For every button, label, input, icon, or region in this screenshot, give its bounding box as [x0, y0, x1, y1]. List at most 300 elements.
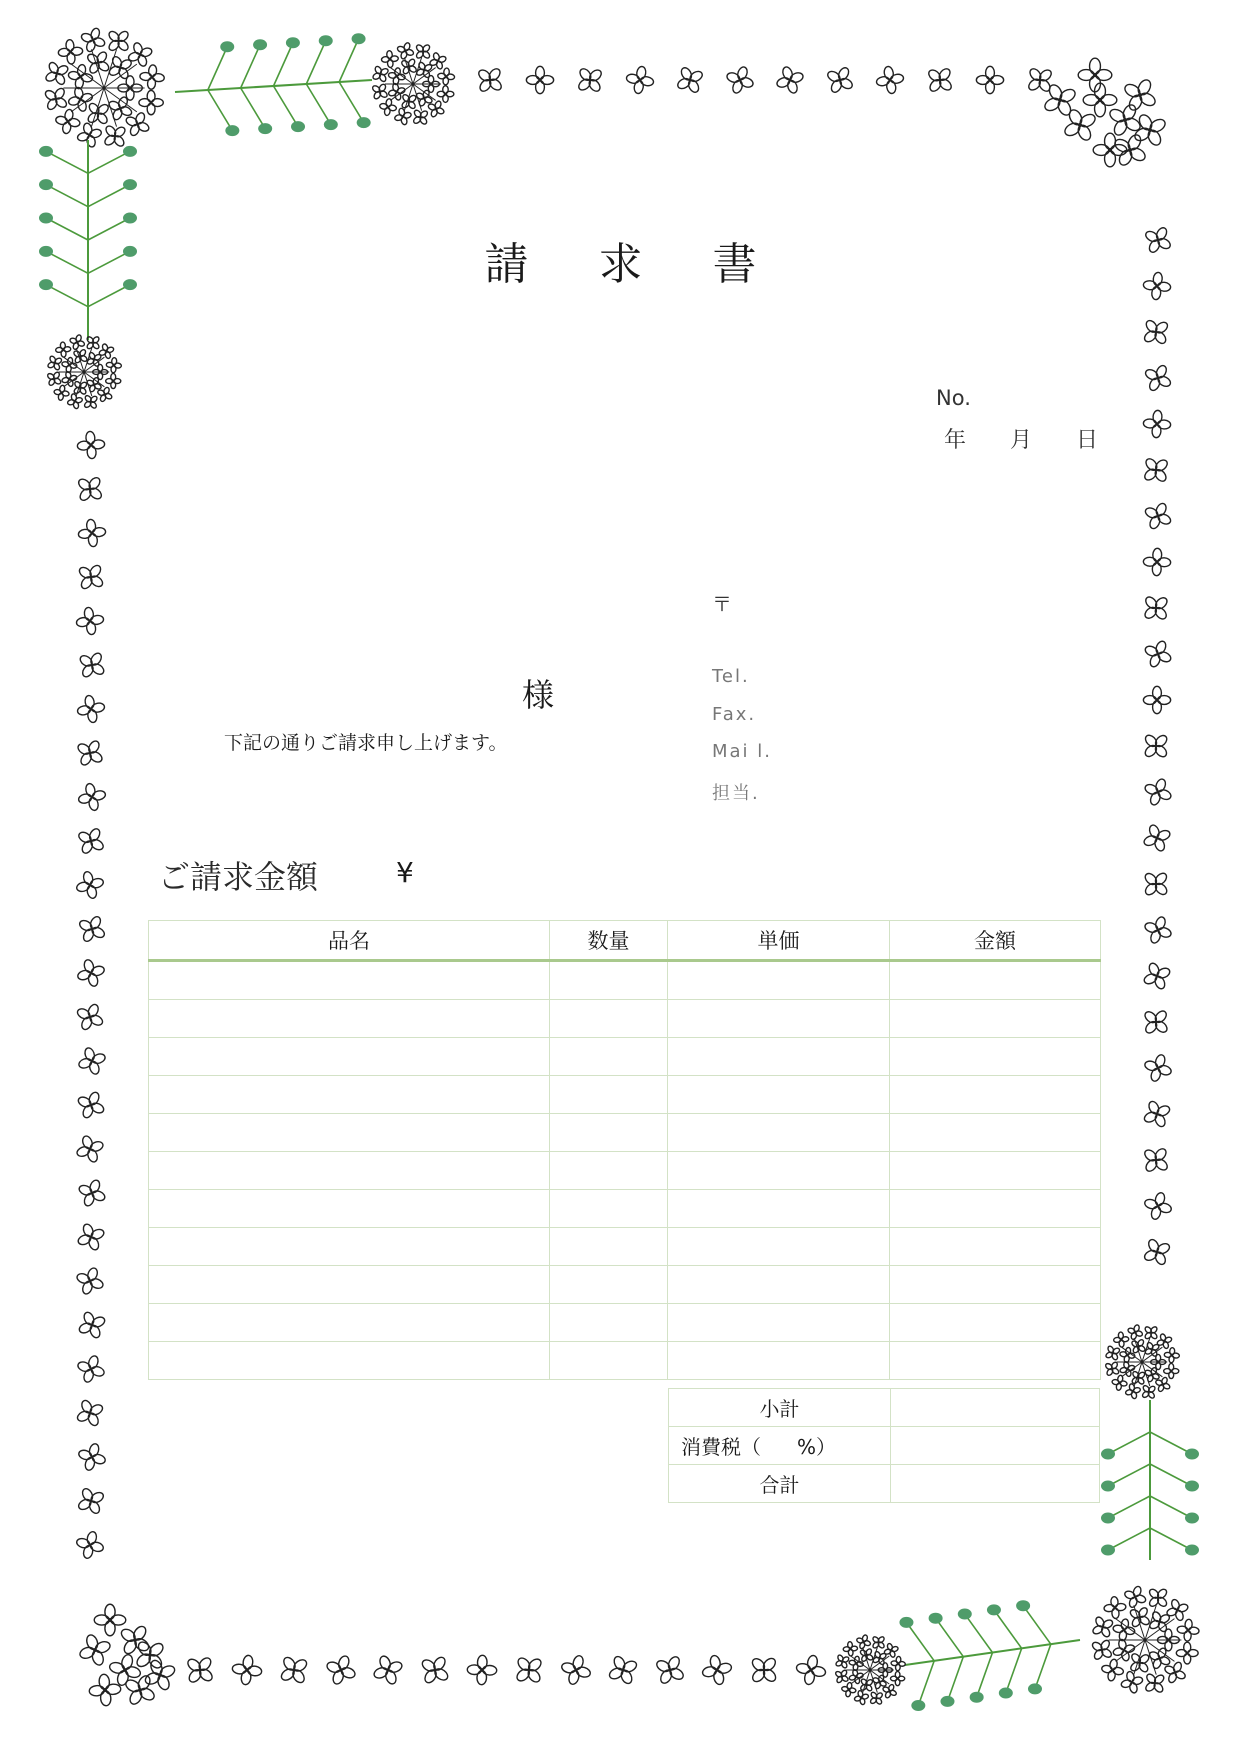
total-value-cell[interactable]: [891, 1465, 1100, 1503]
flower-icon: [1117, 72, 1163, 118]
flower-icon: [671, 61, 708, 98]
amount-cell[interactable]: [890, 1228, 1101, 1266]
flower-icon: [415, 1650, 456, 1691]
flower-icon: [1138, 1381, 1159, 1402]
flower-icon: [77, 518, 107, 548]
quantity-cell[interactable]: [550, 1152, 668, 1190]
flower-icon: [369, 1651, 407, 1689]
flower-icon: [1111, 1374, 1129, 1392]
flower-icon: [1157, 1629, 1179, 1651]
item-name-cell[interactable]: [149, 1038, 550, 1076]
flower-icon: [84, 375, 104, 395]
flower-icon: [699, 1652, 734, 1687]
quantity-cell[interactable]: [550, 1076, 668, 1114]
subtotal-row: [669, 1389, 1100, 1427]
unit-price-cell[interactable]: [668, 1228, 890, 1266]
flower-icon: [39, 82, 73, 116]
quantity-cell[interactable]: [550, 1000, 668, 1038]
flower-icon: [118, 76, 142, 100]
flower-icon: [854, 1633, 872, 1651]
table-row: [149, 1000, 1101, 1038]
flower-icon: [870, 1672, 889, 1691]
flower-icon: [74, 1175, 110, 1211]
flower-icon: [1140, 1322, 1161, 1343]
flower-icon: [841, 1681, 858, 1698]
items-table-body: [149, 961, 1101, 1380]
flower-icon: [88, 1673, 122, 1707]
summary-table: [668, 1388, 1100, 1503]
flower-icon: [921, 61, 959, 99]
flower-icon: [1119, 1346, 1137, 1364]
total-label: 合計: [669, 1465, 891, 1503]
date-line: [944, 423, 1098, 454]
flower-icon: [393, 106, 414, 127]
flower-icon: [1140, 774, 1176, 810]
flower-icon: [121, 108, 153, 140]
flower-icon: [1102, 97, 1148, 143]
flower-icon: [397, 90, 421, 114]
flower-icon: [70, 346, 91, 367]
flower-cluster-icon: [1117, 1338, 1167, 1386]
recipient-honorific: 様: [522, 676, 555, 714]
tax-row: [669, 1427, 1100, 1465]
table-row: [149, 1038, 1101, 1076]
date-day-label: 日: [1076, 428, 1099, 453]
flower-icon: [1137, 1003, 1176, 1042]
flower-icon: [1143, 548, 1171, 576]
flower-icon: [73, 646, 111, 684]
flower-icon: [868, 1632, 888, 1652]
flower-icon: [75, 1630, 115, 1670]
item-name-cell[interactable]: [149, 1000, 550, 1038]
flower-icon: [40, 57, 73, 90]
flower-icon: [1141, 1051, 1175, 1085]
flower-icon: [650, 1650, 690, 1690]
unit-price-cell[interactable]: [668, 1266, 890, 1304]
flower-icon: [571, 61, 609, 99]
flower-icon: [179, 1649, 220, 1690]
subtotal-value-cell[interactable]: [891, 1389, 1100, 1427]
flower-icon: [1113, 1331, 1129, 1347]
flower-icon: [1163, 1596, 1191, 1624]
flower-icon: [322, 1651, 360, 1689]
flower-icon: [71, 470, 109, 508]
table-row: [149, 1152, 1101, 1190]
item-name-cell[interactable]: [149, 1304, 550, 1342]
flower-icon: [74, 956, 108, 990]
item-name-cell[interactable]: [149, 1152, 550, 1190]
flower-icon: [106, 373, 121, 388]
flower-icon: [1139, 1096, 1176, 1133]
header-quantity: 数量: [550, 921, 668, 961]
flower-icon: [97, 342, 116, 361]
flower-icon: [437, 67, 455, 85]
flower-icon: [72, 1482, 109, 1519]
unit-price-cell[interactable]: [668, 1152, 890, 1190]
flower-icon: [368, 80, 391, 103]
flower-icon: [723, 63, 758, 98]
item-name-cell[interactable]: [149, 961, 550, 1000]
flower-icon: [73, 910, 110, 947]
flower-icon: [1139, 1234, 1176, 1271]
issuer-person-label: 担当.: [712, 783, 760, 804]
flower-icon: [857, 1675, 877, 1695]
table-row: [149, 1304, 1101, 1342]
flower-icon: [1087, 1635, 1117, 1665]
flower-icon: [104, 51, 137, 84]
quantity-cell[interactable]: [550, 1038, 668, 1076]
flower-icon: [104, 92, 136, 124]
flower-icon: [624, 64, 656, 96]
flower-icon: [1141, 1189, 1175, 1223]
flower-icon: [76, 430, 106, 460]
flower-icon: [273, 1649, 314, 1690]
tax-label: [669, 1427, 891, 1465]
flower-icon: [66, 63, 94, 91]
flower-icon: [866, 1688, 886, 1708]
flower-icon: [773, 63, 808, 98]
flower-icon: [1125, 1602, 1155, 1632]
items-table-header: [149, 921, 1101, 961]
flower-icon: [1139, 820, 1175, 856]
flower-icon: [471, 61, 509, 99]
tax-label-prefix: 消費税（: [681, 1435, 761, 1459]
flower-icon: [603, 1650, 643, 1690]
item-name-cell[interactable]: [149, 1114, 550, 1152]
flower-icon: [82, 332, 103, 353]
flower-icon: [44, 368, 65, 389]
flower-icon: [72, 1263, 107, 1298]
amount-cell[interactable]: [890, 1190, 1101, 1228]
flower-icon: [508, 1649, 549, 1690]
flower-icon: [72, 822, 109, 859]
flower-icon: [74, 605, 105, 636]
flower-icon: [73, 1528, 106, 1561]
flower-icon: [71, 734, 109, 772]
flower-icon: [1137, 727, 1176, 766]
flower-icon: [1057, 102, 1103, 148]
items-table: [148, 920, 1101, 1380]
flower-icon: [72, 1131, 107, 1166]
flower-icon: [821, 61, 858, 98]
flower-icon: [833, 1652, 853, 1672]
flower-icon: [1107, 127, 1153, 173]
flower-icon: [1137, 451, 1175, 489]
unit-price-cell[interactable]: [668, 1038, 890, 1076]
item-name-cell[interactable]: [149, 1266, 550, 1304]
flower-icon: [55, 341, 71, 357]
flower-cluster-icon: [846, 1647, 894, 1692]
unit-price-cell[interactable]: [668, 1114, 890, 1152]
flower-icon: [1155, 1332, 1174, 1351]
flower-icon: [44, 353, 65, 374]
flower-icon: [1164, 1347, 1180, 1363]
table-row: [149, 1342, 1101, 1380]
flower-icon: [378, 97, 397, 116]
table-row: [149, 1228, 1101, 1266]
flower-icon: [423, 76, 440, 93]
flower-cluster-icon: [63, 49, 144, 126]
flower-icon: [1140, 360, 1177, 397]
flower-icon: [1083, 83, 1117, 117]
flower-icon: [1145, 1607, 1175, 1637]
flower-icon: [60, 370, 79, 389]
header-unit-price: 単価: [668, 921, 890, 961]
flower-icon: [57, 39, 83, 65]
quantity-cell[interactable]: [550, 1114, 668, 1152]
flower-icon: [526, 66, 553, 93]
flower-icon: [1139, 958, 1175, 994]
flower-icon: [848, 1655, 865, 1672]
flower-icon: [1176, 1618, 1200, 1642]
date-year-label: 年: [944, 428, 967, 453]
flower-icon: [75, 120, 105, 150]
flower-icon: [1126, 1322, 1145, 1341]
document-title: 請 求 書: [484, 239, 785, 290]
quantity-cell[interactable]: [550, 1228, 668, 1266]
tax-value-cell[interactable]: [891, 1427, 1100, 1465]
flower-icon: [118, 1668, 161, 1711]
flower-icon: [66, 84, 96, 114]
flower-icon: [101, 24, 135, 58]
flower-icon: [1145, 1644, 1174, 1673]
amount-cell[interactable]: [890, 1000, 1101, 1038]
flower-icon: [882, 1641, 900, 1659]
amount-cell[interactable]: [890, 1266, 1101, 1304]
flower-icon: [794, 1653, 828, 1687]
flower-icon: [890, 1671, 904, 1685]
flower-icon: [397, 55, 420, 78]
issuer-mail-label: Mai l.: [712, 741, 773, 762]
flower-icon: [139, 64, 165, 90]
flower-icon: [870, 1648, 890, 1668]
leaf-sprig-icon: [1101, 1400, 1199, 1560]
flower-icon: [1139, 1668, 1170, 1699]
flower-icon: [425, 98, 447, 120]
leaf-sprig-icon: [899, 1600, 1080, 1711]
flower-icon: [853, 1689, 870, 1706]
flower-icon: [880, 1682, 899, 1701]
flower-icon: [61, 356, 79, 374]
amount-cell[interactable]: [890, 1342, 1101, 1380]
item-name-cell[interactable]: [149, 1190, 550, 1228]
flower-icon: [70, 377, 91, 398]
flower-icon: [106, 357, 122, 373]
flower-icon: [847, 1668, 864, 1685]
invoice-number-label: No.: [936, 386, 971, 410]
flower-icon: [832, 1666, 852, 1686]
flower-icon: [1102, 1343, 1123, 1364]
flower-icon: [81, 96, 115, 130]
item-name-cell[interactable]: [149, 1342, 550, 1380]
postal-code-mark: 〒: [712, 592, 732, 616]
amount-cell[interactable]: [890, 1076, 1101, 1114]
flower-icon: [1093, 133, 1127, 167]
amount-cell[interactable]: [890, 1114, 1101, 1152]
flower-icon: [84, 349, 105, 370]
unit-price-cell[interactable]: [668, 1076, 890, 1114]
amount-cell[interactable]: [890, 1304, 1101, 1342]
flower-icon: [125, 39, 156, 70]
flower-icon: [1142, 409, 1171, 438]
unit-price-cell[interactable]: [668, 961, 890, 1000]
flower-icon: [558, 1652, 594, 1688]
flower-icon: [413, 87, 435, 109]
flower-icon: [72, 999, 109, 1036]
flower-icon: [73, 1219, 109, 1255]
flower-icon: [976, 66, 1003, 93]
flower-icon: [387, 66, 406, 85]
flower-icon: [1100, 1657, 1125, 1682]
flower-icon: [75, 1044, 110, 1079]
flower-icon: [53, 384, 71, 402]
flower-icon: [1111, 1617, 1136, 1642]
flower-icon: [1141, 913, 1176, 948]
flower-icon: [467, 1655, 497, 1685]
flower-cluster-icon: [59, 348, 109, 396]
flower-icon: [874, 64, 906, 96]
flower-icon: [72, 558, 110, 596]
flower-icon: [1102, 1358, 1123, 1379]
flower-icon: [1137, 589, 1176, 628]
flower-icon: [1140, 498, 1177, 535]
flower-icon: [369, 62, 392, 85]
flower-icon: [93, 364, 108, 379]
quantity-cell[interactable]: [550, 1304, 668, 1342]
flower-icon: [139, 90, 163, 114]
table-row: [149, 1076, 1101, 1114]
flower-icon: [1111, 1637, 1138, 1664]
flower-icon: [73, 1087, 109, 1123]
flower-icon: [413, 58, 436, 81]
header-item-name: 品名: [149, 921, 550, 961]
flower-icon: [381, 50, 399, 68]
flower-icon: [1137, 1141, 1175, 1179]
flower-icon: [1151, 1354, 1166, 1369]
currency-symbol: ¥: [396, 856, 414, 889]
issuer-fax-label: Fax.: [712, 704, 757, 725]
issuer-tel-label: Tel.: [712, 666, 750, 687]
flower-icon: [139, 1654, 181, 1696]
flower-icon: [1118, 1360, 1137, 1379]
flower-icon: [75, 693, 107, 725]
flower-icon: [890, 1656, 905, 1671]
flower-icon: [1143, 686, 1170, 713]
flower-icon: [1137, 865, 1176, 904]
flower-icon: [1078, 58, 1112, 92]
unit-price-cell[interactable]: [668, 1190, 890, 1228]
flower-icon: [73, 868, 106, 901]
flower-icon: [72, 1395, 109, 1432]
flower-icon: [1142, 1339, 1163, 1360]
flower-icon: [1164, 1363, 1179, 1378]
flower-icon: [113, 1618, 157, 1662]
flower-icon: [1124, 1647, 1155, 1678]
tax-label-suffix: %）: [797, 1435, 837, 1459]
flower-icon: [1127, 107, 1173, 153]
flower-icon: [80, 391, 101, 412]
flower-icon: [1124, 1382, 1143, 1401]
flower-icon: [386, 82, 407, 103]
table-row: [149, 961, 1101, 1000]
flower-icon: [1119, 1669, 1146, 1696]
unit-price-cell[interactable]: [668, 1304, 890, 1342]
table-row: [149, 1266, 1101, 1304]
flower-icon: [1021, 61, 1059, 99]
intro-text: 下記の通りご請求申し上げます。: [224, 732, 508, 754]
flower-icon: [1037, 77, 1083, 123]
amount-cell[interactable]: [890, 1038, 1101, 1076]
flower-icon: [128, 1633, 172, 1677]
flower-icon: [395, 40, 417, 62]
total-row: [669, 1465, 1100, 1503]
flower-icon: [1153, 1374, 1173, 1394]
flower-icon: [1140, 636, 1176, 672]
flower-icon: [743, 1649, 785, 1691]
amount-cell[interactable]: [890, 961, 1101, 1000]
header-amount: 金額: [890, 921, 1101, 961]
flower-icon: [1103, 1596, 1127, 1620]
subtotal-label: 小計: [669, 1389, 891, 1427]
quantity-cell[interactable]: [550, 1266, 668, 1304]
flower-icon: [1161, 1658, 1190, 1687]
item-name-cell[interactable]: [149, 1076, 550, 1114]
flower-icon: [231, 1654, 264, 1687]
flower-icon: [1142, 1365, 1162, 1385]
quantity-cell[interactable]: [550, 961, 668, 1000]
flower-icon: [95, 384, 115, 404]
billing-amount-label: ご請求金額: [158, 858, 319, 896]
flower-icon: [76, 781, 109, 814]
flower-icon: [1121, 1583, 1149, 1611]
flower-icon: [1176, 1642, 1198, 1664]
amount-cell[interactable]: [890, 1152, 1101, 1190]
flower-icon: [74, 1307, 110, 1343]
flower-icon: [427, 50, 449, 72]
flower-icon: [106, 1651, 145, 1690]
flower-icon: [1128, 1367, 1149, 1388]
flower-icon: [54, 107, 82, 135]
quantity-cell[interactable]: [550, 1342, 668, 1380]
flower-icon: [857, 1645, 877, 1665]
flower-icon: [66, 392, 85, 411]
table-row: [149, 1190, 1101, 1228]
flower-icon: [94, 1604, 126, 1636]
flower-icon: [1088, 1612, 1118, 1642]
table-row: [149, 1114, 1101, 1152]
item-name-cell[interactable]: [149, 1228, 550, 1266]
flower-icon: [843, 1641, 858, 1656]
quantity-cell[interactable]: [550, 1190, 668, 1228]
unit-price-cell[interactable]: [668, 1000, 890, 1038]
flower-icon: [878, 1663, 892, 1677]
flower-icon: [1137, 313, 1175, 351]
leaf-sprig-icon: [175, 33, 372, 136]
flower-icon: [75, 1440, 109, 1474]
flower-icon: [437, 86, 454, 103]
flower-icon: [1143, 1582, 1174, 1613]
flower-icon: [411, 40, 435, 64]
flower-icon: [1128, 1336, 1149, 1357]
date-month-label: 月: [1010, 428, 1033, 453]
unit-price-cell[interactable]: [668, 1342, 890, 1380]
flower-icon: [98, 119, 132, 153]
flower-icon: [409, 105, 433, 129]
flower-icon: [68, 332, 87, 351]
flower-icon: [81, 46, 115, 80]
flower-icon: [74, 1352, 109, 1387]
flower-cluster-icon: [1109, 1605, 1182, 1674]
